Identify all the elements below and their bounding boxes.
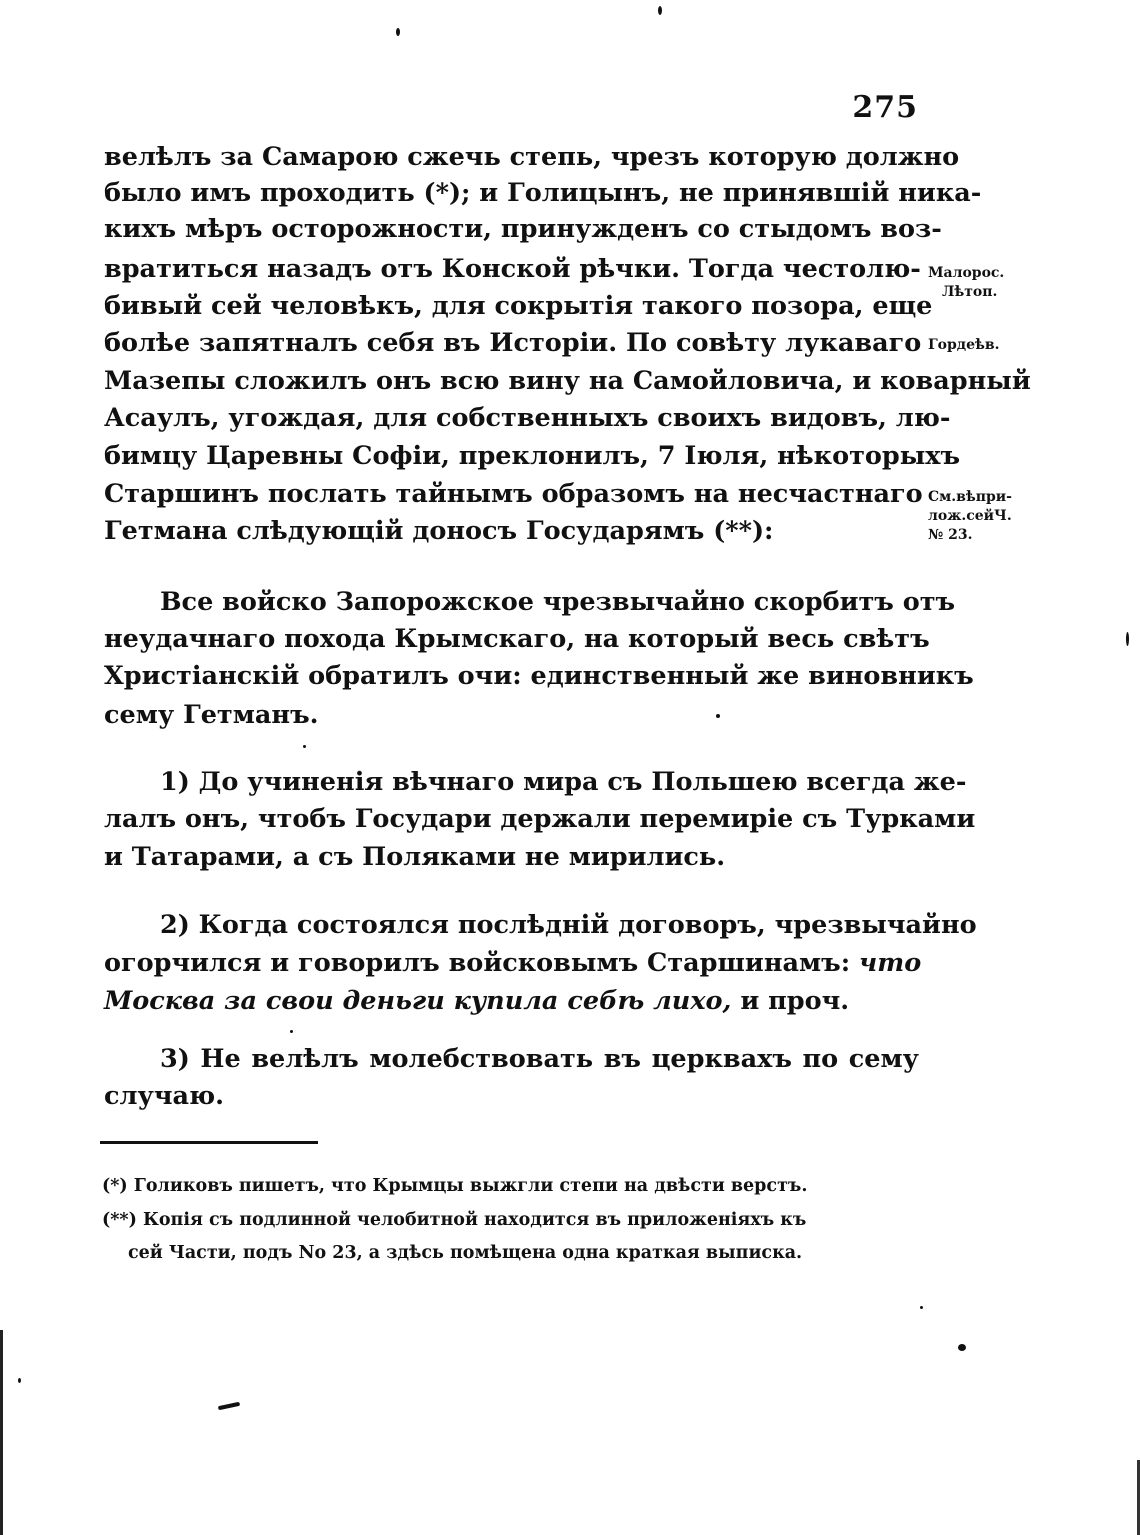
quote-line: сему Гетманъ. [104, 700, 319, 730]
scan-speck [396, 28, 400, 36]
scan-speck [920, 1306, 923, 1309]
margin-note [928, 264, 1033, 302]
scan-speck [18, 1378, 21, 1383]
scan-speck [658, 6, 662, 15]
margin-note-line: Малорос. [928, 265, 1005, 281]
margin-note [928, 488, 1033, 545]
body-line: Асаулъ, угождая, для собственныхъ своихъ видовъ, лю- [104, 403, 951, 433]
item-line: 2) Когда состоялся послѣдній договоръ, чрезвычайно [160, 910, 977, 940]
scan-speck [1126, 632, 1129, 646]
scan-speck [218, 1402, 240, 1410]
page-number: 275 [852, 90, 918, 125]
scan-speck [303, 745, 306, 748]
quote-line: неудачнаго похода Крымскаго, на который весь свѣтъ [104, 624, 930, 654]
item-text: и проч. [740, 986, 850, 1016]
margin-note [928, 336, 1033, 355]
margin-note-line: № 23. [928, 527, 973, 543]
quote-line: Христіанскій обратилъ очи: единственный же виновникъ [104, 661, 974, 691]
scan-speck [290, 1030, 293, 1033]
margin-note-line: См.вѣпри- [928, 489, 1012, 505]
body-line: Гетмана слѣдующій доносъ Государямъ (**): [104, 516, 774, 546]
body-line: бимцу Царевны Софіи, преклонилъ, 7 Іюля, нѣкоторыхъ [104, 441, 961, 471]
footnote: (*) Голиковъ пишетъ, что Крымцы выжгли степи на двѣсти верстъ. [102, 1176, 808, 1196]
item-line [104, 945, 922, 981]
item-line [104, 983, 919, 1019]
body-line: бивый сей человѣкъ, для сокрытія такого позора, еще [104, 291, 933, 321]
footnote: (**) Копія съ подлинной челобитной находится въ приложеніяхъ къ [102, 1210, 807, 1230]
item-line: и Татарами, а съ Поляками не мирились. [104, 842, 726, 872]
scan-edge [0, 1330, 3, 1535]
item-line: случаю. [104, 1081, 225, 1111]
body-line: вратиться назадъ отъ Конской рѣчки. Тогда честолю- [104, 254, 921, 284]
scan-speck [958, 1344, 966, 1351]
margin-note-line: Лѣтоп. [942, 284, 998, 300]
item-text: огорчился и говорилъ войсковымъ Старшинамъ: [104, 948, 851, 978]
body-line: Старшинъ послать тайнымъ образомъ на несчастнаго [104, 479, 923, 509]
body-line: велѣлъ за Самарою сжечь степь, чрезъ которую должно [104, 142, 960, 172]
item-line: 1) До учиненія вѣчнаго мира съ Польшею всегда же- [160, 767, 967, 797]
margin-note-line: лож.сейЧ. [928, 508, 1012, 524]
body-line: кихъ мѣръ осторожности, принужденъ со стыдомъ воз- [104, 214, 942, 244]
item-line: 3) Не велѣлъ молебствовать въ церквахъ по сему [160, 1044, 919, 1074]
body-line: болѣе запятналъ себя въ Исторіи. По совѣту лукаваго [104, 328, 922, 358]
body-line: Мазепы сложилъ онъ всю вину на Самойловича, и коварный [104, 366, 1031, 396]
scan-speck [716, 714, 720, 718]
quote-line: Все войско Запорожское чрезвычайно скорбитъ отъ [160, 587, 956, 617]
italic-text: Москва за свои деньги купила себѣ лихо, [104, 986, 732, 1016]
footnote: сей Части, подъ No 23, а здѣсь помѣщена одна краткая выписка. [128, 1243, 803, 1263]
item-line: лалъ онъ, чтобъ Государи держали перемиріе съ Турками [104, 804, 976, 834]
margin-note-line: Гордеѣв. [928, 337, 1000, 353]
footnote-divider [100, 1141, 318, 1144]
body-line: было имъ проходить (*); и Голицынъ, не принявшій никa- [104, 178, 982, 208]
italic-text: что [859, 948, 922, 978]
